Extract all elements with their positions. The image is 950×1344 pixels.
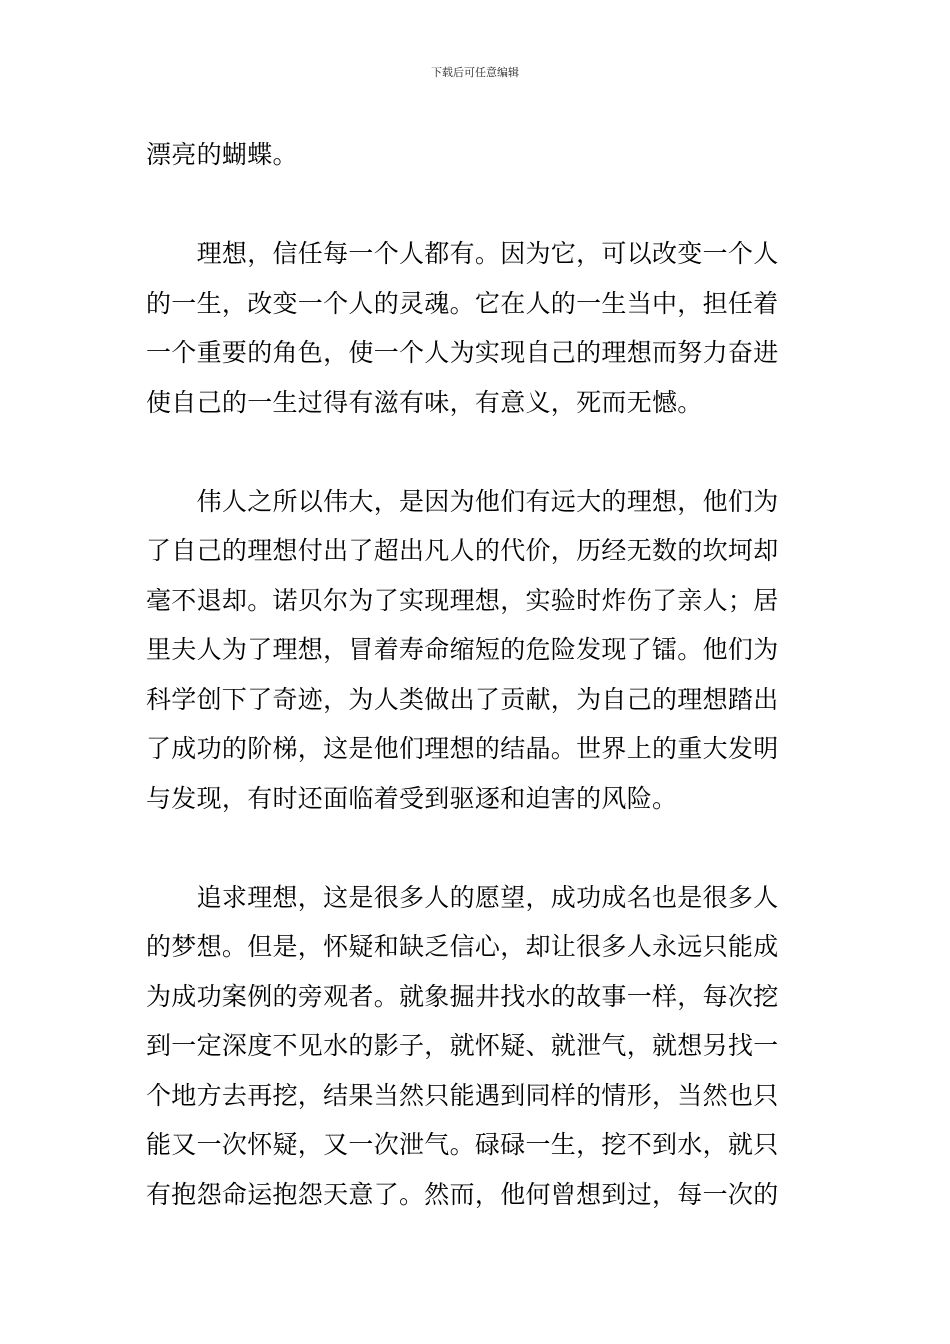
paragraph	[146, 873, 806, 1220]
paragraph	[146, 130, 806, 180]
text-line: 一个重要的角色，使一个人为实现自己的理想而努力奋进	[146, 338, 779, 367]
document-body	[146, 130, 806, 1219]
text-line: 科学创下了奇迹，为人类做出了贡献，为自己的理想踏出	[146, 684, 779, 714]
text-line: 为成功案例的旁观者。就象掘井找水的故事一样，每次挖	[146, 981, 779, 1011]
text-line: 理想，信任每一个人都有。因为它，可以改变一个人	[146, 239, 779, 268]
paragraph-gap	[146, 823, 806, 873]
text-line: 能又一次怀疑，又一次泄气。碌碌一生，挖不到水，就只	[146, 1130, 779, 1159]
text-line: 漂亮的蝴蝶。	[146, 140, 298, 169]
text-line: 了成功的阶梯，这是他们理想的结晶。世界上的重大发明	[146, 734, 779, 763]
text-line: 毫不退却。诺贝尔为了实现理想，实验时炸伤了亲人；居	[146, 585, 779, 615]
text-line: 与发现，有时还面临着受到驱逐和迫害的风险。	[146, 783, 678, 813]
text-line: 有抱怨命运抱怨天意了。然而，他何曾想到过，每一次的	[146, 1179, 779, 1209]
text-line: 了自己的理想付出了超出凡人的代价，历经无数的坎坷却	[146, 536, 779, 565]
text-line: 的一生，改变一个人的灵魂。它在人的一生当中，担任着	[146, 288, 779, 318]
text-line: 的梦想。但是，怀疑和缺乏信心，却让很多人永远只能成	[146, 932, 779, 961]
text-line: 伟人之所以伟大，是因为他们有远大的理想，他们为	[146, 486, 779, 516]
paragraph-gap	[146, 427, 806, 477]
paragraph	[146, 229, 806, 427]
text-line: 到一定深度不见水的影子，就怀疑、就泄气，就想另找一	[146, 1031, 779, 1060]
paragraph-gap	[146, 180, 806, 230]
paragraph	[146, 477, 806, 824]
text-line: 追求理想，这是很多人的愿望，成功成名也是很多人	[146, 882, 779, 912]
text-line: 个地方去再挖，结果当然只能遇到同样的情形，当然也只	[146, 1080, 779, 1110]
text-line: 使自己的一生过得有滋有味，有意义，死而无憾。	[146, 387, 703, 417]
text-line: 里夫人为了理想，冒着寿命缩短的危险发现了镭。他们为	[146, 635, 779, 664]
page-header: 下载后可任意编辑	[431, 66, 519, 79]
